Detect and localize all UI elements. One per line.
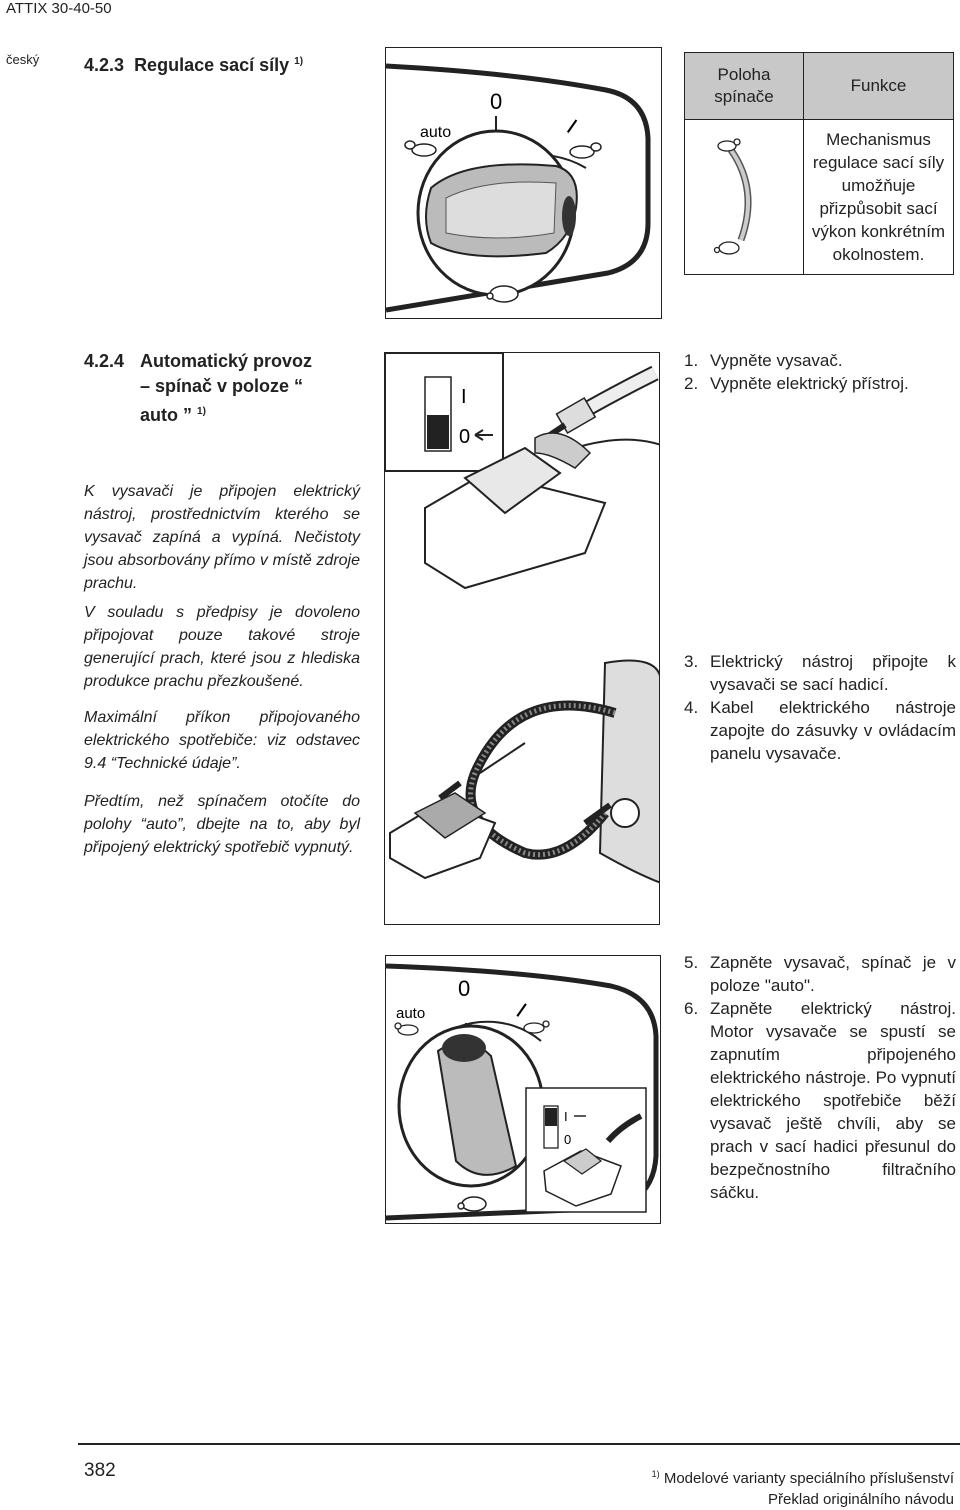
translation-note: Překlad originálního návodu xyxy=(768,1491,954,1508)
step-item: 6. Zapněte elektrický nástroj. Motor vysavače se spustí se zapnutím připojeného elektrického nástroje. Po vypnutí elektrického spotřebiče běží vysavač ještě chvíli, aby se prach v sací hadici přesunul do bezpečnostního filtračního sáčku. xyxy=(684,999,956,1202)
section-424-title-line1: Automatický provoz xyxy=(140,351,313,371)
section-424-heading xyxy=(84,349,312,428)
step-item: 4. Kabel elektrického nástroje zapojte do zásuvky v ovládacím panelu vysavače. xyxy=(684,698,956,763)
footnote-mark: 1) xyxy=(651,1469,660,1479)
position-cell xyxy=(685,120,804,275)
turtle-icon xyxy=(715,242,740,254)
paragraph-max-power: Maximální příkon připojovaného elektrického spotřebiče: viz odstavec 9.4 “Technické údaje”. xyxy=(84,709,360,772)
dial-label-one: I xyxy=(562,114,582,139)
steps-list-b xyxy=(684,650,956,765)
section-424-title-line3: auto ” xyxy=(140,405,192,425)
turtle-icon xyxy=(458,1197,486,1211)
footnote-ref: 1) xyxy=(197,406,206,417)
rabbit-icon-right xyxy=(570,143,601,158)
section-423-heading xyxy=(84,49,303,78)
step-item: 3. Elektrický nástroj připojte k vysavači se sací hadicí. xyxy=(684,652,956,694)
steps-list-a xyxy=(684,349,956,395)
step-item: 2. Vypněte elektrický přístroj. xyxy=(684,374,909,393)
dial-label-one: I xyxy=(511,998,532,1023)
footnote-ref: 1) xyxy=(294,56,304,67)
switch-off-label: 0 xyxy=(564,1132,572,1147)
dial-label-zero: 0 xyxy=(458,976,471,1001)
dial-label-auto: auto xyxy=(396,1005,426,1022)
switch-off-label: 0 xyxy=(459,426,471,448)
suction-dial-illustration xyxy=(386,48,662,319)
position-arc-illustration xyxy=(709,130,779,260)
section-424-number: 4.2.4 xyxy=(84,351,125,371)
step-item: 5. Zapněte vysavač, spínač je v poloze "auto". xyxy=(684,953,956,995)
function-description: Mechanismus regulace sací síly umožňuje přizpůsobit sací výkon konkrétním okolnostem. xyxy=(804,120,954,275)
auto-mode-illustration xyxy=(386,956,661,1224)
footer-divider xyxy=(78,1443,960,1445)
paragraph-warning: Předtím, než spínačem otočíte do polohy “auto”, dbejte na to, aby byl připojený elektrický spotřebič vypnutý. xyxy=(84,793,360,856)
dial-label-auto: auto xyxy=(420,124,452,141)
step-item: 1. Vypněte vysavač. xyxy=(684,351,843,370)
rabbit-icon xyxy=(395,1023,418,1035)
col-header-function: Funkce xyxy=(804,53,954,120)
paragraph-regulations: V souladu s předpisy je dovoleno připojovat pouze takové stroje generující prach, které jsou z hlediska produkce prachu přezkoušené. xyxy=(84,604,360,690)
footnote-text: Modelové varianty speciálního příslušenství xyxy=(663,1470,954,1487)
suction-dial-figure xyxy=(385,47,662,319)
rabbit-icon-right xyxy=(524,1021,549,1033)
page-number: 382 xyxy=(84,1460,116,1481)
switch-on-label: I xyxy=(461,386,467,408)
switch-position-table xyxy=(684,52,954,275)
steps-list-c xyxy=(684,951,956,1204)
dial-label-zero: 0 xyxy=(490,89,503,114)
section-424-title-line2: – spínač v poloze “ xyxy=(140,376,304,396)
paragraph-intro: K vysavači je připojen elektrický nástroj, prostřednictvím kterého se vysavač zapíná a vypíná. Nečistoty jsou absorbovány přímo v místě zdroje prachu. xyxy=(84,483,360,592)
footer-notes xyxy=(560,1464,954,1510)
power-tool-illustration xyxy=(385,353,660,925)
language-label: český xyxy=(6,52,40,67)
auto-mode-figure xyxy=(385,955,661,1224)
rabbit-icon xyxy=(718,139,740,151)
section-423-number: 4.2.3 xyxy=(84,55,125,75)
product-name: ATTIX 30-40-50 xyxy=(6,0,112,17)
rabbit-icon xyxy=(405,141,436,156)
col-header-position: Poloha spínače xyxy=(685,53,804,120)
power-tool-figure xyxy=(384,352,660,925)
section-423-title: Regulace sací síly xyxy=(134,55,290,75)
switch-on-label: I xyxy=(564,1109,568,1124)
